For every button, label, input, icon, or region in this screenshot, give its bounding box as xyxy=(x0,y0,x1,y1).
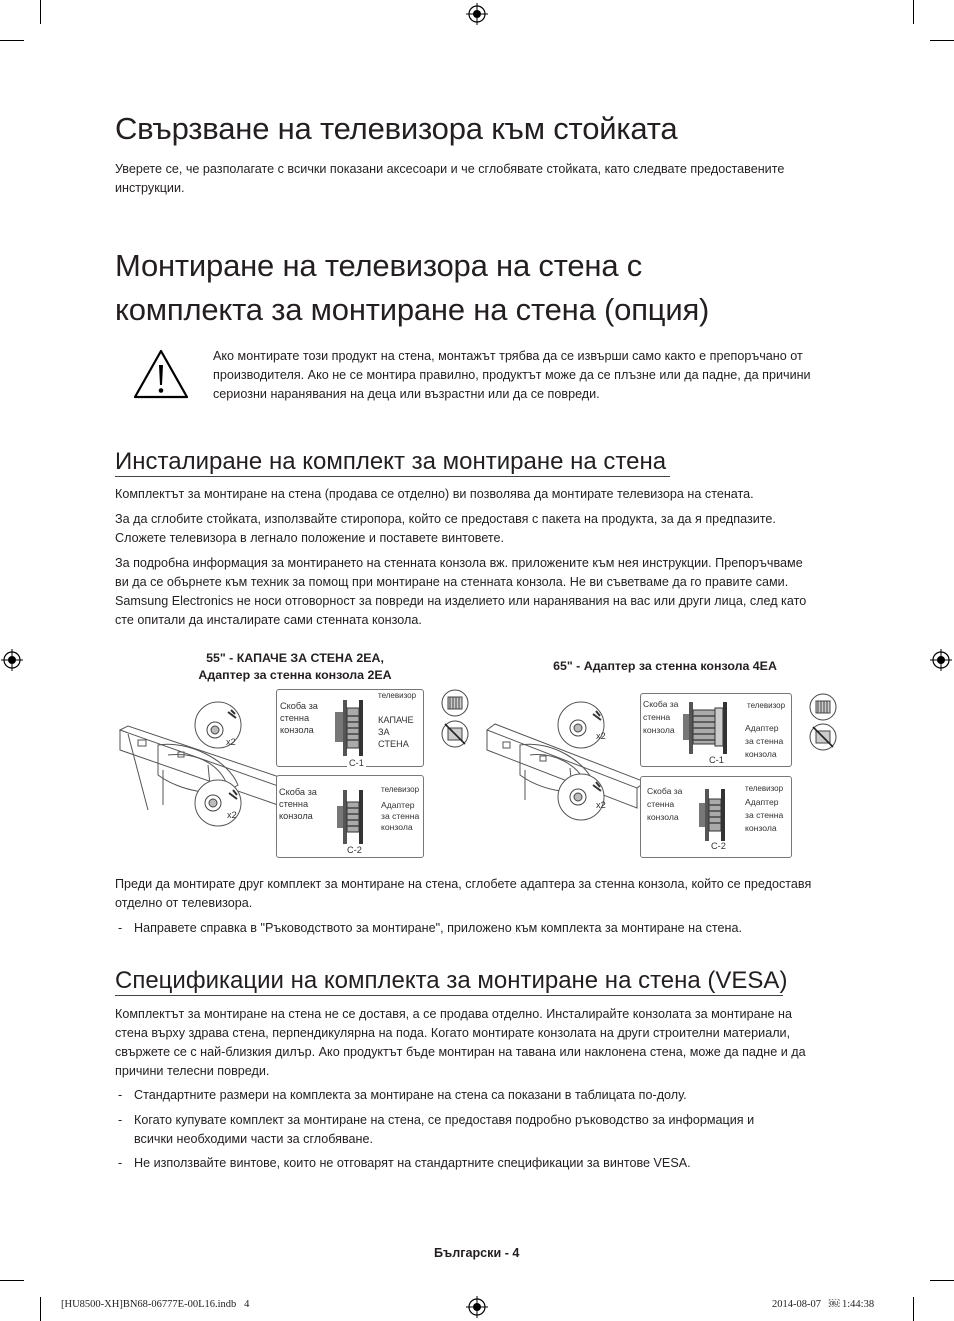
mount-hole-zoom-icon xyxy=(556,772,606,822)
detail-box-c1-right xyxy=(640,693,792,767)
list-item-text: Стандартните размери на комплекта за монтиране на стена са показани в таблицата по-долу. xyxy=(134,1088,687,1102)
paragraph: Сложете телевизора в легнало положение и поставете винтовете. xyxy=(115,531,505,545)
wall-cap-label: КАПАЧЕ ЗА СТЕНА xyxy=(378,715,414,749)
quantity-label: x2 xyxy=(596,800,606,810)
paragraph: ви да се обърнете към техник за помощ при монтиране на стенната конзола. Не ви съветваме да го правите сами. xyxy=(115,575,789,589)
crop-mark xyxy=(0,1280,24,1281)
wall-cap-cross-section xyxy=(325,698,377,760)
intro-line-2: инструкции. xyxy=(115,181,185,195)
adapter-label: Адаптер за стенна конзола xyxy=(745,723,784,759)
paragraph: Комплектът за монтиране на стена (продава се отделно) ви позволява да монтирате телевизора на стената. xyxy=(115,487,754,501)
warning-line-3: сериозни наранявания на деца или възрастни или да се повреди. xyxy=(213,387,600,401)
quantity-label: x2 xyxy=(227,810,237,820)
c2-label: C-2 xyxy=(347,845,362,855)
warning-line-2: производителя. Ако не се монтира правилно, продуктът може да се плъзне или да падне, да причини xyxy=(213,368,811,382)
c1-label: C-1 xyxy=(349,758,364,768)
section-heading: Инсталиране на комплект за монтиране на стена xyxy=(115,448,667,475)
crop-mark xyxy=(913,1297,914,1321)
page-title: Свързване на телевизора към стойката xyxy=(115,111,678,146)
heading-underline xyxy=(115,476,670,477)
bracket-label: Скоба за стенна конзола xyxy=(280,701,318,735)
paragraph: Samsung Electronics не носи отговорност за повреди на изделието или наранявания на вас или други лица, след като xyxy=(115,594,807,608)
registration-mark-icon xyxy=(466,1296,488,1318)
screw-not-allowed-icon xyxy=(808,722,838,752)
detail-box-c1-left xyxy=(276,689,424,767)
registration-mark-icon xyxy=(466,3,488,25)
paragraph: Комплектът за монтиране на стена не се доставя, а се продава отделно. Инсталирайте конзолата за монтиране на xyxy=(115,1007,792,1021)
bracket-label: Скоба за стенна конзола xyxy=(279,787,317,821)
paragraph: Преди да монтирате друг комплект за монтиране на стена, сглобете адаптера за стенна конзола, който се предоставя xyxy=(115,877,812,891)
figure-caption-left xyxy=(170,650,420,684)
mount-hole-zoom-icon xyxy=(556,700,606,750)
adapter-label: Адаптер за стенна конзола xyxy=(381,800,420,832)
list-item-text: Не използвайте винтове, които не отговарят на стандартните спецификации за винтове VESA. xyxy=(134,1156,691,1170)
crop-mark xyxy=(930,1280,954,1281)
bracket-label: Скоба за стенна конзола xyxy=(643,699,679,735)
figure-caption-right: 65" - Адаптер за стенна конзола 4EA xyxy=(553,659,777,673)
c1-label: C-1 xyxy=(709,755,724,765)
detail-box-c2-right xyxy=(640,776,792,858)
c2-label: C-2 xyxy=(711,841,726,851)
bracket-label: Скоба за стенна конзола xyxy=(647,786,683,822)
warning-line-1: Ако монтирате този продукт на стена, монтажът трябва да се извърши само както е препоръчано от xyxy=(213,349,803,363)
section-title-line-2: комплекта за монтиране на стена (опция) xyxy=(115,292,710,327)
quantity-label: x2 xyxy=(596,731,606,741)
paragraph: сте опитали да инсталирате сами стенната конзола. xyxy=(115,613,422,627)
adapter-cross-section xyxy=(329,786,381,848)
heading-underline xyxy=(115,995,783,996)
crop-mark xyxy=(0,40,24,41)
screw-ok-icon xyxy=(440,688,470,718)
adapter-cross-section xyxy=(681,698,743,758)
tv-label: телевизор xyxy=(745,784,784,793)
paragraph: За да сглобите стойката, използвайте стиропора, който се предоставя с пакета на продукта, за да я предпазите. xyxy=(115,512,776,526)
paragraph: свържете се с най-близкия дилър. Ако продуктът бъде монтиран на тавана или наклонена стена, може да падне и да xyxy=(115,1045,806,1059)
intro-line-1: Уверете се, че разполагате с всички показани аксесоари и че сглобявате стойката, като следвате предоставените xyxy=(115,162,785,176)
caption-line: 55" - КАПАЧЕ ЗА СТЕНА 2EA, xyxy=(206,651,384,665)
note-text: Направете справка в "Ръководството за монтиране", приложено към комплекта за монтиране на стена. xyxy=(134,921,743,935)
crop-mark xyxy=(40,0,41,24)
section-heading: Спецификации на комплекта за монтиране на стена (VESA) xyxy=(115,967,788,994)
list-item-text: Когато купувате комплект за монтиране на стена, се предоставя подробно ръководство за информация и xyxy=(134,1113,755,1127)
footer-timestamp: 2014-08-07 ￼ 1:44:38 xyxy=(772,1299,875,1310)
adapter-label: Адаптер за стенна конзола xyxy=(745,797,784,833)
tv-label: телевизор xyxy=(381,785,420,794)
crop-mark xyxy=(913,0,914,24)
screw-ok-icon xyxy=(808,692,838,722)
paragraph: За подробна информация за монтирането на стенната конзола вж. приложените към нея инструкции. Препоръчваме xyxy=(115,556,803,570)
section-title-line-1: Монтиране на телевизора на стена с xyxy=(115,248,643,283)
caption-line: Адаптер за стенна конзола 2EA xyxy=(198,668,392,682)
crop-mark xyxy=(930,40,954,41)
page-number: Български - 4 xyxy=(434,1246,520,1260)
screw-not-allowed-icon xyxy=(440,719,470,749)
adapter-cross-section xyxy=(693,785,745,845)
warning-icon xyxy=(132,348,190,400)
crop-mark xyxy=(40,1297,41,1321)
tv-label: телевизор xyxy=(747,701,786,710)
detail-box-c2-left xyxy=(276,775,424,858)
registration-mark-icon xyxy=(1,649,23,671)
paragraph: причини телесни повреди. xyxy=(115,1064,270,1078)
registration-mark-icon xyxy=(930,649,952,671)
paragraph: стена върху здрава стена, перпендикулярна на пода. Когато монтирате конзолата на други строителни материали, xyxy=(115,1026,791,1040)
footer-file-info: [HU8500-XH]BN68-06777E-00L16.indb 4 xyxy=(61,1299,250,1310)
paragraph: отделно от телевизора. xyxy=(115,896,253,910)
list-item-text: всички необходими части за сглобяване. xyxy=(134,1132,374,1146)
tv-label: телевизор xyxy=(378,691,417,700)
quantity-label: x2 xyxy=(226,737,236,747)
